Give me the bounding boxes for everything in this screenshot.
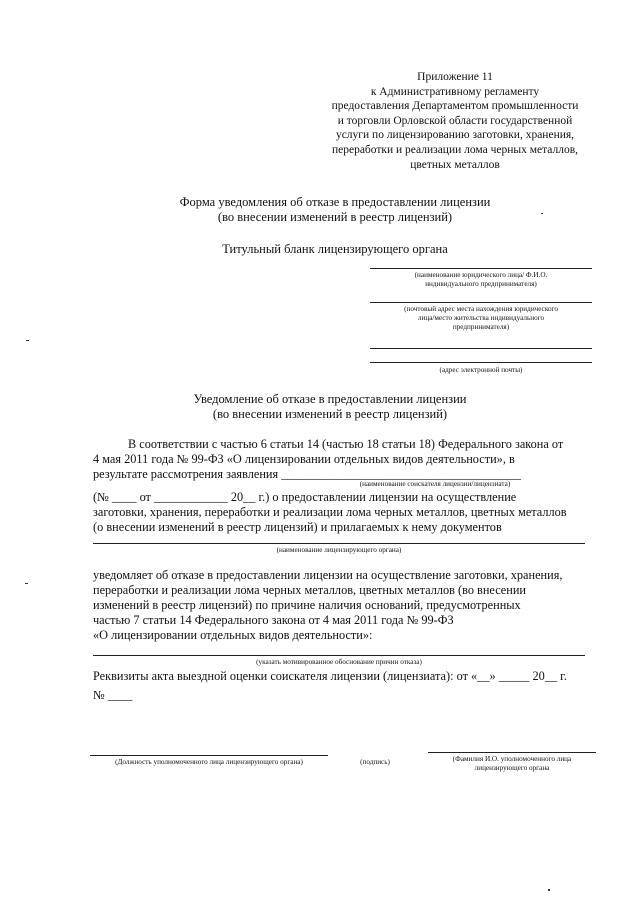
addressee-name-caption: (наименование юридического лица/ Ф.И.О. индивидуального предпринимателя) xyxy=(414,271,548,288)
reason-line xyxy=(93,655,585,656)
form-title-line2: (во внесении изменений в реестр лицензий) xyxy=(217,210,453,224)
header-line: переработки и реализации лома черных металлов, xyxy=(331,143,579,156)
form-title-line1: Форма уведомления об отказе в предоставлении лицензии xyxy=(179,195,491,209)
body-text-line: заготовки, хранения, переработки и реализации лома черных металлов, цветных металлов xyxy=(93,505,567,519)
header-line: Приложение 11 xyxy=(417,71,493,83)
body-text-line: (о внесении изменений в реестр лицензий) и прилагаемых к нему документов xyxy=(93,520,502,534)
notice-title-line2: (во внесении изменений в реестр лицензий) xyxy=(212,407,448,421)
body-text-line: результате рассмотрения заявления _______________________________________ xyxy=(93,467,522,481)
header-line: услуги по лицензированию заготовки, хранения, xyxy=(335,129,575,142)
authority-caption: (наименование лицензирующего органа) xyxy=(276,546,402,554)
addressee-address-caption: (почтовый адрес места нахождения юридического лица/место жительства индивидуального предпринимателя) xyxy=(404,305,558,331)
applicant-caption: (наименование соискателя лицензии/лицензиата) xyxy=(359,480,511,488)
body-text-line: 4 мая 2011 года № 99-ФЗ «О лицензировании отдельных видов деятельности», в xyxy=(93,452,515,466)
scan-speck xyxy=(26,340,29,341)
addressee-extra-line xyxy=(370,348,592,349)
header-line: предоставления Департаментом промышленности xyxy=(331,100,579,113)
body-text-line: частью 7 статьи 14 Федерального закона от 4 мая 2011 года № 99-ФЗ xyxy=(93,613,454,627)
name-line xyxy=(428,752,596,753)
header-line: цветных металлов xyxy=(410,158,500,171)
addressee-name-line xyxy=(370,268,592,269)
header-line: и торговли Орловской области государственной xyxy=(337,114,573,127)
reason-caption: (указать мотивированное обоснование причин отказа) xyxy=(256,658,422,666)
name-caption: (Фамилия И.О. уполномоченного лица лицензирующего органа xyxy=(452,755,572,772)
header-line: к Административному регламенту xyxy=(370,85,540,98)
scan-speck xyxy=(541,213,543,214)
addressee-email-line xyxy=(370,362,592,363)
authority-line xyxy=(93,543,585,544)
body-text-line: изменений в реестр лицензий) по причине наличия оснований, предусмотренных xyxy=(93,598,521,612)
body-text-line: Реквизиты акта выездной оценки соискателя лицензии (лицензиата): от «__» _____ 20__ г. xyxy=(93,669,567,683)
body-text-line: «О лицензировании отдельных видов деятельности»: xyxy=(93,628,373,642)
position-caption: (Должность уполномоченного лица лицензирующего органа) xyxy=(115,758,303,766)
addressee-address-line xyxy=(370,302,592,303)
body-text-line: № ____ xyxy=(93,688,133,702)
body-text-line: уведомляет об отказе в предоставлении лицензии на осуществление заготовки, хранения, xyxy=(93,568,563,582)
addressee-email-caption: (адрес электронной почты) xyxy=(439,366,523,374)
sign-caption: (подпись) xyxy=(360,758,390,766)
scan-speck xyxy=(25,583,28,584)
body-text-line: (№ ____ от ____________ 20__ г.) о предоставлении лицензии на осуществление xyxy=(93,490,517,504)
letterhead-label: Титульный бланк лицензирующего органа xyxy=(222,242,448,256)
body-text-line: В соответствии с частью 6 статьи 14 (частью 18 статьи 18) Федерального закона от xyxy=(128,437,564,451)
scan-speck xyxy=(548,889,550,891)
notice-title-line1: Уведомление об отказе в предоставлении лицензии xyxy=(193,392,467,406)
position-line xyxy=(90,755,328,756)
appendix-header xyxy=(300,70,610,172)
body-text-line: переработки и реализации лома черных металлов, цветных металлов (во внесении xyxy=(93,583,527,597)
